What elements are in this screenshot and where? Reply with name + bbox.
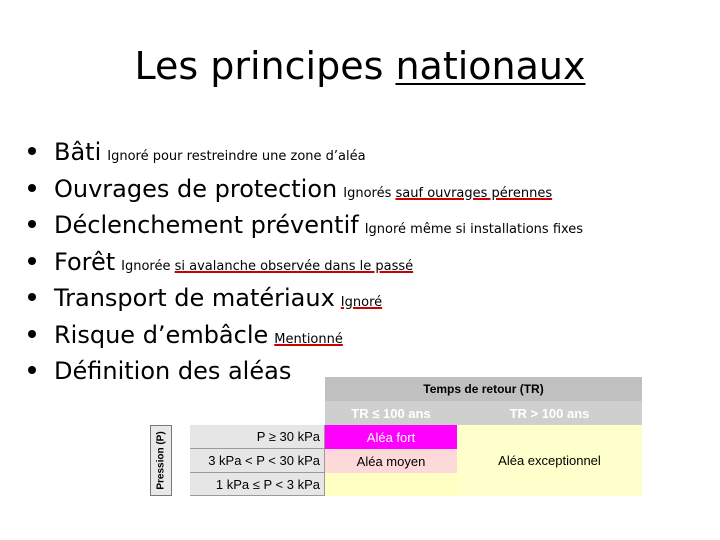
slide-title: Les principes nationaux xyxy=(134,44,586,88)
bullet-list xyxy=(28,134,583,390)
bullet-item: Forêt Ignorée si avalanche observée dans le passé xyxy=(28,244,583,281)
header-return-period: Temps de retour (TR) xyxy=(325,377,642,401)
cell-alea-moyen: Aléa moyen xyxy=(325,449,457,473)
bullet-item: Bâti Ignoré pour restreindre une zone d’aléa xyxy=(28,134,583,171)
row-p-mid: 3 kPa < P < 30 kPa xyxy=(190,449,325,473)
bullet-item: Définition des aléas xyxy=(28,353,583,390)
cell-alea-fort: Aléa fort xyxy=(325,425,457,449)
cell-empty-low xyxy=(325,473,457,496)
bullet-dot xyxy=(28,330,36,338)
bullet-dot xyxy=(28,220,36,228)
cell-alea-exceptionnel: Aléa exceptionnel xyxy=(457,425,642,496)
bullet-item: Ouvrages de protection Ignorés sauf ouvrages pérennes xyxy=(28,171,583,208)
row-p-low: 1 kPa ≤ P < 3 kPa xyxy=(190,473,325,496)
bullet-dot xyxy=(28,147,36,155)
header-col-tr-gt-100: TR > 100 ans xyxy=(457,401,642,425)
bullet-dot xyxy=(28,293,36,301)
bullet-item: Risque d’embâcle Mentionné xyxy=(28,317,583,354)
bullet-dot xyxy=(28,184,36,192)
bullet-dot xyxy=(28,366,36,374)
bullet-item: Transport de matériaux Ignoré xyxy=(28,280,583,317)
row-label-pressure: Pression (P) xyxy=(150,425,172,496)
bullet-dot xyxy=(28,257,36,265)
bullet-item: Déclenchement préventif Ignoré même si installations fixes xyxy=(28,207,583,244)
row-p-high: P ≥ 30 kPa xyxy=(190,425,325,449)
hazard-table xyxy=(150,377,642,496)
header-col-tr-le-100: TR ≤ 100 ans xyxy=(325,401,457,425)
